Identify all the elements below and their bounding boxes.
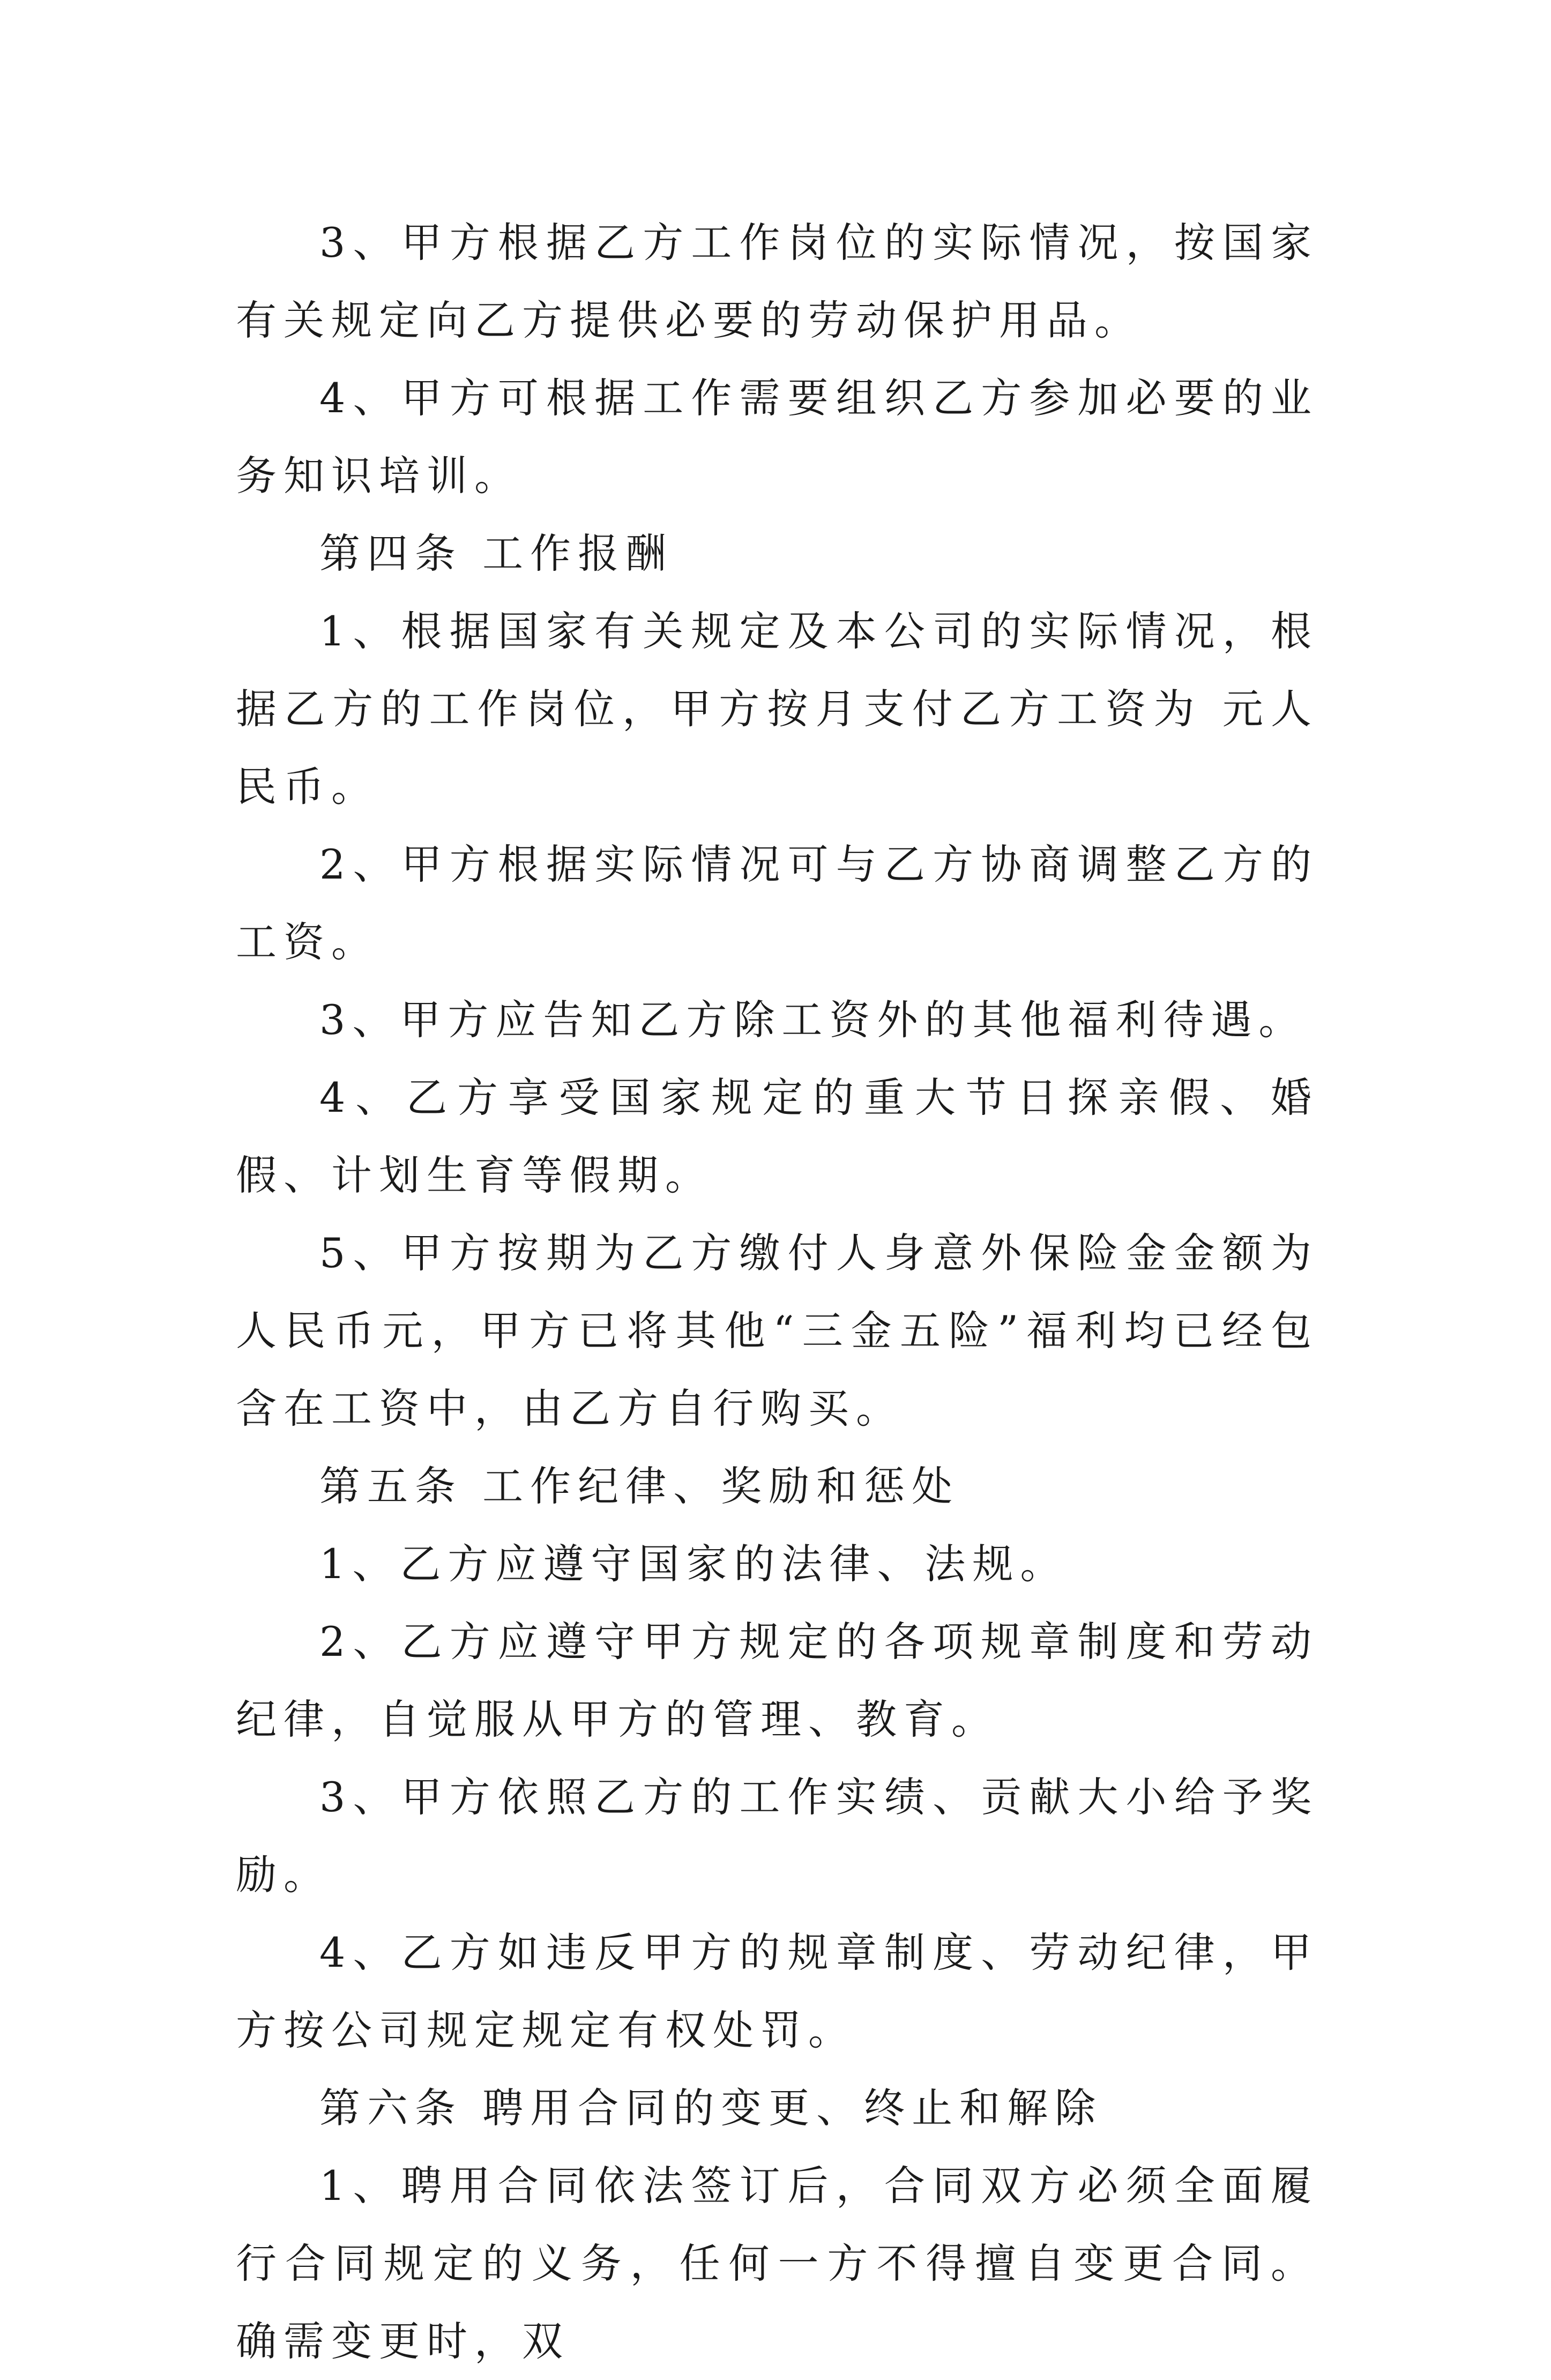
clause-2-rules: 2、乙方应遵守甲方规定的各项规章制度和劳动纪律，自觉服从甲方的管理、教育。	[236, 1618, 1318, 1743]
section-heading-article-5: 第五条 工作纪律、奖励和惩处	[319, 1462, 960, 1510]
document-page	[236, 204, 1318, 2380]
clause-5-insurance: 5、甲方按期为乙方缴付人身意外保险金金额为人民币元，甲方已将其他“三金五险”福利均已经包含在工资中，由乙方自行购买。	[236, 1229, 1318, 1432]
clause-4-holidays: 4、乙方享受国家规定的重大节日探亲假、婚假、计划生育等假期。	[236, 1074, 1318, 1199]
clause-3-benefits: 3、甲方应告知乙方除工资外的其他福利待遇。	[319, 996, 1307, 1044]
section-heading-article-6: 第六条 聘用合同的变更、终止和解除	[319, 2084, 1103, 2132]
clause-2-salary-adjustment: 2、甲方根据实际情况可与乙方协商调整乙方的工资。	[236, 841, 1318, 966]
clause-3-rewards: 3、甲方依照乙方的工作实绩、贡献大小给予奖励。	[236, 1773, 1318, 1899]
clause-3-protective-equipment: 3、甲方根据乙方工作岗位的实际情况，按国家有关规定向乙方提供必要的劳动保护用品。	[236, 219, 1318, 344]
clause-1-contract-changes: 1、聘用合同依法签订后，合同双方必须全面履行合同规定的义务，任何一方不得擅自变更合同。确需变更时，双	[236, 2162, 1318, 2365]
clause-4-training: 4、甲方可根据工作需要组织乙方参加必要的业务知识培训。	[236, 374, 1318, 500]
clause-1-salary: 1、根据国家有关规定及本公司的实际情况，根据乙方的工作岗位，甲方按月支付乙方工资为 元人民币。	[236, 607, 1318, 810]
clause-1-laws: 1、乙方应遵守国家的法律、法规。	[319, 1540, 1068, 1588]
section-heading-article-4: 第四条 工作报酬	[319, 530, 674, 577]
clause-4-penalties: 4、乙方如违反甲方的规章制度、劳动纪律，甲方按公司规定规定有权处罚。	[236, 1929, 1318, 2054]
